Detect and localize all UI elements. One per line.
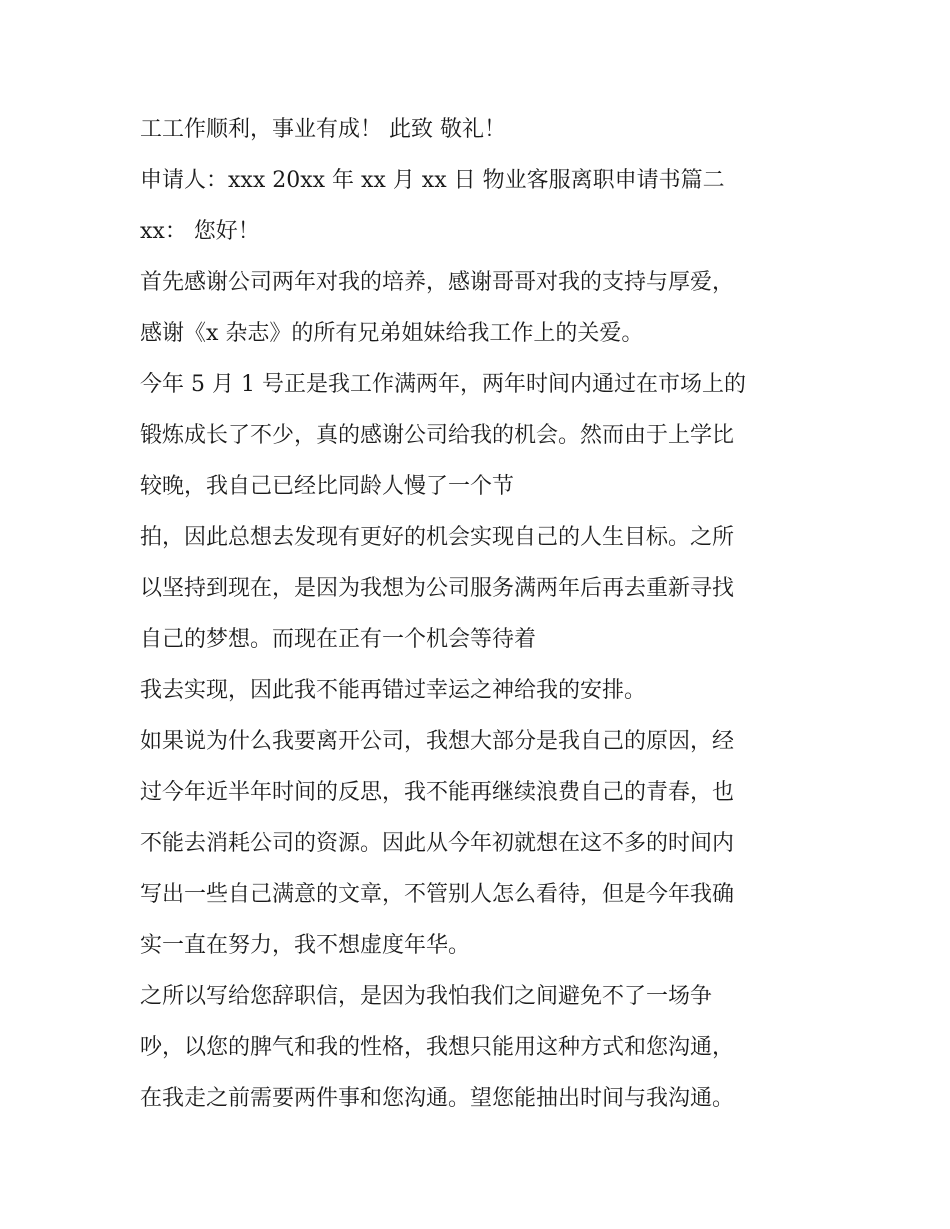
text-line: 以坚持到现在，是因为我想为公司服务满两年后再去重新寻找 [140,576,735,601]
text-line: 过今年近半年时间的反思，我不能再继续浪费自己的青春，也 [140,780,735,805]
text-line: 首先感谢公司两年对我的培养，感谢哥哥对我的支持与厚爱， [140,270,735,295]
text-line: 之所以写给您辞职信，是因为我怕我们之间避免不了一场争 [140,984,713,1009]
text-line: 工工作顺利，事业有成！ 此致 敬礼！ [140,117,506,142]
text-line: 如果说为什么我要离开公司，我想大部分是我自己的原因，经 [140,729,735,754]
text-line: 吵，以您的脾气和我的性格，我想只能用这种方式和您沟通， [140,1035,735,1060]
text-line: 拍，因此总想去发现有更好的机会实现自己的人生目标。之所 [140,525,735,550]
text-line: 自己的梦想。而现在正有一个机会等待着 [140,627,537,652]
text-line: 今年 5 月 1 号正是我工作满两年，两年时间内通过在市场上的 [140,372,746,397]
text-line: xx： 您好！ [140,219,260,244]
text-line: 我去实现，因此我不能再错过幸运之神给我的安排。 [140,678,647,703]
text-line: 较晚，我自己已经比同龄人慢了一个节 [140,474,515,499]
text-line: 申请人：xxx 20xx 年 xx 月 xx 日 物业客服离职申请书篇二 [140,168,725,193]
text-line: 在我走之前需要两件事和您沟通。望您能抽出时间与我沟通。 [140,1086,735,1111]
text-line: 不能去消耗公司的资源。因此从今年初就想在这不多的时间内 [140,831,735,856]
document-body [140,108,820,1128]
text-line: 写出一些自己满意的文章，不管别人怎么看待，但是今年我确 [140,882,735,907]
text-line: 感谢《x 杂志》的所有兄弟姐妹给我工作上的关爱。 [140,321,644,346]
text-line: 实一直在努力，我不想虚度年华。 [140,933,471,958]
text-line: 锻炼成长了不少，真的感谢公司给我的机会。然而由于上学比 [140,423,735,448]
